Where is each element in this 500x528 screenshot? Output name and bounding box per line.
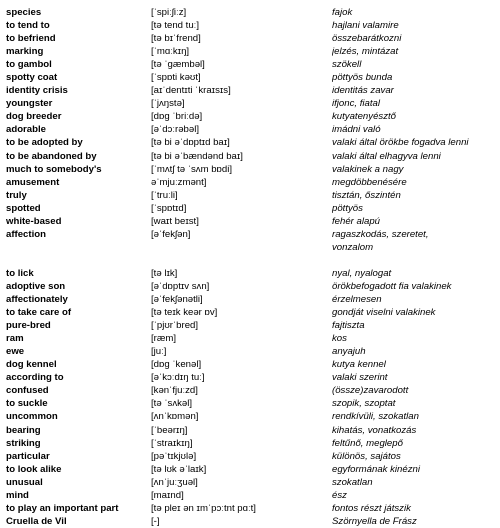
vocab-row	[0, 345, 500, 358]
vocab-pronunciation: [tə ˈɡæmbəl]	[151, 59, 205, 71]
vocab-pronunciation: [ˈstraɪkɪŋ]	[151, 437, 193, 449]
vocab-pronunciation: [waɪt beɪst]	[151, 215, 199, 227]
vocab-translation: hajlani valamire	[332, 20, 399, 32]
vocab-pronunciation: [əˈdɒptɪv sʌn]	[151, 280, 210, 292]
vocab-row	[0, 123, 500, 136]
vocab-translation: szopik, szoptat	[332, 398, 396, 410]
vocab-term: to gambol	[6, 59, 52, 71]
vocab-pronunciation: [əˈkɔːdɪŋ tuː]	[151, 372, 205, 384]
vocab-pronunciation: [juː]	[151, 346, 167, 358]
vocab-pronunciation: [ʌnˈjuːʒuəl]	[151, 476, 198, 488]
vocab-row	[0, 32, 500, 45]
vocab-pronunciation: [maɪnd]	[151, 489, 184, 501]
vocab-term: species	[6, 7, 42, 18]
vocab-row	[0, 332, 500, 345]
vocab-term: dog breeder	[6, 111, 62, 123]
vocab-term: to take care of	[6, 307, 72, 319]
vocab-pronunciation: [tə pleɪ ən ɪmˈpɔːtnt pɑːt]	[151, 502, 256, 514]
vocab-row	[0, 306, 500, 319]
vocab-row	[0, 176, 500, 189]
vocab-term: affectionately	[6, 294, 68, 306]
vocab-translation: valaki által elhagyva lenni	[332, 150, 441, 162]
vocab-term: adorable	[6, 124, 46, 136]
vocab-term: marking	[6, 46, 44, 58]
vocab-translation: kutyatenyésztő	[332, 111, 396, 123]
vocab-translation: szökell	[332, 59, 362, 71]
vocab-translation: pöttyös	[332, 202, 363, 214]
vocab-pronunciation: [əˈfekʃən]	[151, 228, 191, 240]
vocab-pronunciation: [pəˈtɪkjʊlə]	[151, 450, 197, 462]
vocab-term: confused	[6, 385, 49, 397]
vocab-translation: imádni való	[332, 124, 381, 136]
vocab-term: striking	[6, 437, 41, 449]
vocab-row	[0, 163, 500, 176]
vocab-translation: fajok	[332, 7, 353, 18]
vocab-translation: megdöbbenésére	[332, 176, 407, 188]
vocab-translation: egyformának kinézni	[332, 463, 420, 475]
vocab-row	[0, 110, 500, 123]
vocab-translation: összebarátkozni	[332, 33, 402, 45]
vocab-term: mind	[6, 489, 29, 501]
vocab-pronunciation	[151, 241, 332, 254]
vocab-row	[0, 476, 500, 489]
vocab-translation: ész	[332, 489, 347, 501]
vocab-term: to look alike	[6, 463, 62, 475]
vocab-row	[0, 150, 500, 163]
vocab-term: to be adopted by	[6, 137, 83, 149]
vocab-pronunciation: [ˈspɒti kəʊt]	[151, 72, 201, 84]
vocabulary-group-2	[0, 267, 500, 528]
vocab-row	[0, 228, 500, 241]
vocab-row	[0, 6, 500, 19]
vocab-row	[0, 424, 500, 437]
vocab-pronunciation: [ˈbeərɪŋ]	[151, 424, 188, 436]
vocab-pronunciation: [ˈspiːʃiːz]	[151, 7, 187, 18]
vocab-translation: gondját viselni valakinek	[332, 307, 436, 319]
vocab-row	[0, 71, 500, 84]
vocab-translation: identitás zavar	[332, 85, 394, 97]
vocab-row	[0, 202, 500, 215]
vocab-pronunciation: [-]	[151, 515, 160, 527]
vocab-term: bearing	[6, 424, 41, 436]
vocab-translation: kihatás, vonatkozás	[332, 424, 417, 436]
vocab-pronunciation: [tə lʊk əˈlaɪk]	[151, 463, 207, 475]
vocab-pronunciation: [dɒɡ ˈkenəl]	[151, 359, 202, 371]
vocab-row	[0, 45, 500, 58]
vocab-translation: szokatlan	[332, 476, 373, 488]
vocab-row	[0, 515, 500, 528]
vocab-translation: ragaszkodás, szeretet,	[332, 228, 429, 240]
vocab-pronunciation: [ˈjʌŋstə]	[151, 98, 185, 110]
vocab-translation: pöttyös bunda	[332, 72, 393, 84]
vocab-translation: örökbefogadott fia valakinek	[332, 280, 452, 292]
vocab-pronunciation: [ʌnˈkɒmən]	[151, 411, 199, 423]
vocab-translation: anyajuh	[332, 346, 366, 358]
vocab-pronunciation: [kənˈfjuːzd]	[151, 385, 198, 397]
vocab-row	[0, 84, 500, 97]
vocab-term: Cruella de Vil	[6, 515, 67, 527]
vocab-term: truly	[6, 189, 27, 201]
vocab-translation: feltűnő, meglepő	[332, 437, 403, 449]
vocab-pronunciation: [tə teɪk keər ɒv]	[151, 307, 218, 319]
vocab-translation: valaki által örökbe fogadva lenni	[332, 137, 469, 149]
vocab-row	[0, 397, 500, 410]
vocab-row	[0, 215, 500, 228]
vocab-row	[0, 241, 500, 254]
vocab-translation: fehér alapú	[332, 215, 381, 227]
vocab-row	[0, 437, 500, 450]
vocab-term: amusement	[6, 176, 60, 188]
vocab-term: identity crisis	[6, 85, 68, 97]
vocab-pronunciation: [dɒɡ ˈbriːdə]	[151, 111, 203, 123]
vocab-row	[0, 358, 500, 371]
vocab-pronunciation: [ræm]	[151, 333, 177, 345]
vocab-term: uncommon	[6, 411, 58, 423]
vocab-row	[0, 58, 500, 71]
vocab-row	[0, 267, 500, 280]
vocab-translation: különös, sajátos	[332, 450, 401, 462]
vocab-row	[0, 463, 500, 476]
vocab-pronunciation: [tə lɪk]	[151, 267, 178, 279]
vocab-pronunciation: [ˈspɒtɪd]	[151, 202, 187, 214]
vocab-row	[0, 293, 500, 306]
vocab-row	[0, 19, 500, 32]
vocab-pronunciation: [tə bɪˈfrend]	[151, 33, 201, 45]
vocab-term: spotted	[6, 202, 41, 214]
vocab-pronunciation: [tə ˈsʌkəl]	[151, 398, 193, 410]
vocab-pronunciation: [tə tend tuː]	[151, 20, 200, 32]
vocab-term: ewe	[6, 346, 25, 358]
vocabulary-group-1	[0, 6, 500, 254]
vocab-translation: Szörnyella de Frász	[332, 515, 417, 527]
vocab-row	[0, 450, 500, 463]
vocab-row	[0, 280, 500, 293]
vocab-pronunciation: [tə bi əˈdɒptɪd baɪ]	[151, 137, 230, 149]
vocab-pronunciation: [ˈmɑːkɪŋ]	[151, 46, 190, 58]
vocab-pronunciation: [aɪˈdentɪti ˈkraɪsɪs]	[151, 85, 231, 97]
vocab-pronunciation: [əˈdɔːrəbəl]	[151, 124, 199, 136]
vocab-term: youngster	[6, 98, 53, 110]
vocab-translation: valaki szerint	[332, 372, 388, 384]
vocab-pronunciation: [tə bi əˈbændənd baɪ]	[151, 150, 243, 162]
vocab-translation: jelzés, mintázat	[332, 46, 399, 58]
vocab-translation: valakinek a nagy	[332, 163, 404, 175]
vocab-term: particular	[6, 450, 50, 462]
vocabulary-list	[0, 6, 500, 527]
vocab-term: affection	[6, 228, 46, 240]
vocab-pronunciation: əˈmjuːzmənt]	[151, 176, 207, 188]
vocab-translation: fajtiszta	[332, 320, 365, 332]
vocab-row	[0, 410, 500, 423]
vocab-translation: vonzalom	[332, 241, 374, 253]
vocab-term: pure-bred	[6, 320, 51, 332]
group-spacer	[0, 254, 500, 267]
vocab-translation: tisztán, őszintén	[332, 189, 401, 201]
vocab-term: to be abandoned by	[6, 150, 97, 162]
vocab-row	[0, 371, 500, 384]
vocab-pronunciation: [ˈpjʊrˈbred]	[151, 320, 199, 332]
vocab-translation: kutya kennel	[332, 359, 386, 371]
vocab-term: to suckle	[6, 398, 48, 410]
vocab-term	[0, 241, 151, 254]
vocab-translation: ifjonc, fiatal	[332, 98, 380, 110]
vocab-term: to tend to	[6, 20, 50, 32]
vocab-row	[0, 489, 500, 502]
vocab-translation: rendkívüli, szokatlan	[332, 411, 419, 423]
vocab-term: unusual	[6, 476, 43, 488]
vocab-term: white-based	[6, 215, 62, 227]
vocab-term: to lick	[6, 267, 34, 279]
vocab-row	[0, 502, 500, 515]
vocab-pronunciation: [ˈmʌtʃ tə ˈsʌm bɒdi]	[151, 163, 233, 175]
vocab-row	[0, 97, 500, 110]
vocab-term: dog kennel	[6, 359, 57, 371]
vocab-term: adoptive son	[6, 280, 66, 292]
vocab-translation: fontos részt játszik	[332, 502, 411, 514]
vocab-row	[0, 189, 500, 202]
vocab-translation: nyal, nyalogat	[332, 267, 392, 279]
vocab-row	[0, 384, 500, 397]
vocab-term: according to	[6, 372, 64, 384]
vocab-pronunciation: [əˈfekʃənətli]	[151, 294, 203, 306]
vocab-translation: érzelmesen	[332, 294, 382, 306]
vocab-term: spotty coat	[6, 72, 58, 84]
vocab-term: to play an important part	[6, 502, 119, 514]
vocab-term: ram	[6, 333, 24, 345]
vocab-term: much to somebody's	[6, 163, 102, 175]
vocab-translation: (össze)zavarodott	[332, 385, 409, 397]
vocab-row	[0, 136, 500, 149]
vocab-translation: kos	[332, 333, 347, 345]
vocab-row	[0, 319, 500, 332]
vocab-pronunciation: [ˈtruːli]	[151, 189, 178, 201]
vocab-term: to befriend	[6, 33, 56, 45]
